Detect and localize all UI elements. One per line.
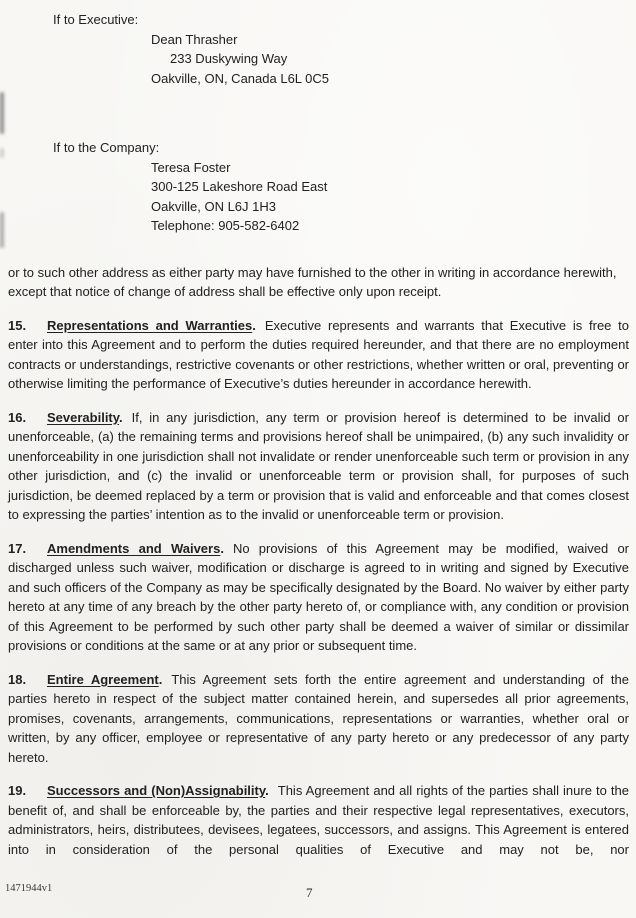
- address-line-telephone: Telephone: 905-582-6402: [151, 218, 300, 233]
- section-heading-period: .: [220, 540, 224, 556]
- section-paragraph-15: [8, 316, 629, 394]
- address-line-city: Oakville, ON L6J 1H3: [151, 198, 276, 214]
- section-body: No provisions of this Agreement may be modified, waived or discharged unless such waiver, modification or discharge is agreed to in writing and signed by Executive and such officers of the Company as may be specifically designated by the Board. No waiver by either party hereto at any time of any breach by the other party hereto of, or compliance with, any condition or provision of this Agreement to be performed by such other party shall be deemed a waiver of similar or dissimilar provisions or conditions at the same or at any prior or subsequent time.: [8, 540, 630, 653]
- address-block-company: [151, 158, 636, 236]
- section-body: If, in any jurisdiction, any term or provision hereof is determined to be invalid or unenforceable, (a) the remaining terms and provisions hereof shall be unimpaired, (b) any such invalidity or unenforceability in one jurisdiction shall not invalidate or render unenforceable such term or provision in any other jurisdiction, and (c) the invalid or unenforceable term or provision shall, for purposes of such jurisdiction, be deemed replaced by a term or provision that is valid and enforceable and that comes closest to expressing the parties’ intention as to the invalid or unenforceable term or provision.: [8, 409, 629, 522]
- section-paragraph-16: [8, 408, 629, 525]
- notice-block-company: [0, 138, 636, 236]
- section-heading-period: .: [158, 671, 163, 687]
- address-line-street: 233 Duskywing Way: [170, 51, 288, 66]
- scan-artifact: [0, 92, 4, 134]
- section-heading-period: .: [119, 409, 123, 425]
- section-heading: Amendments and Waivers: [47, 540, 221, 556]
- section-heading-period: .: [265, 783, 269, 798]
- section-heading: Successors and (Non)Assignability: [47, 783, 266, 798]
- section-heading: Severability: [47, 409, 120, 425]
- section-heading-period: .: [252, 317, 256, 333]
- section-body: This Agreement and all rights of the parties shall inure to the benefit of, and shall be enforceable by, the parties and their respective legal representatives, executors, administrators, heirs, distributees, devisees, legatees, successors, and assigns. This Agreement is entered into in consideration of the personal qualities of Executive and may not be, nor: [8, 783, 630, 857]
- section-heading: Entire Agreement: [47, 671, 159, 687]
- footer-document-id: 1471944v1: [5, 883, 53, 894]
- address-line-street: 300-125 Lakeshore Road East: [151, 179, 328, 194]
- notice-block-executive: [0, 10, 636, 88]
- address-line-name: Dean Thrasher: [151, 31, 238, 47]
- section-number: 15.: [8, 317, 27, 333]
- section-number: 17.: [8, 540, 27, 556]
- address-line-city: Oakville, ON, Canada L6L 0C5: [151, 70, 330, 86]
- section-number: 18.: [8, 671, 27, 687]
- section-paragraph-18: [8, 670, 629, 768]
- notice-label-company: If to the Company:: [53, 140, 160, 155]
- section-paragraph-19: [8, 781, 629, 859]
- scan-artifact: [0, 148, 4, 158]
- section-body: This Agreement sets forth the entire agreement and understanding of the parties hereto in respect of the subject matter contained herein, and supersedes all prior agreements, promises, covenants, arrangements, communications, representations or warranties, whether oral or written, by any officer, employee or representative of any party hereto or any predecessor of any party hereto.: [8, 671, 629, 765]
- address-block-executive: [151, 30, 636, 89]
- notice-label-executive: If to Executive:: [53, 12, 139, 27]
- footer-page-number: 7: [306, 885, 313, 900]
- section-number: 16.: [8, 409, 27, 425]
- section-body: Executive represents and warrants that Executive is free to enter into this Agreement and to perform the duties required hereunder, and that there are no employment contracts or understandings, restrictive covenants or other restrictions, whether written or oral, preventing or otherwise limiting the performance of Executive’s duties hereunder in accordance herewith.: [8, 317, 630, 391]
- section-heading: Representations and Warranties: [47, 317, 253, 333]
- address-line-name: Teresa Foster: [151, 159, 231, 175]
- continuation-paragraph: or to such other address as either party may have furnished to the other in writing in accordance herewith, except that notice of change of address shall be effective only upon receipt.: [8, 264, 617, 299]
- section-paragraph-17: [8, 539, 629, 656]
- section-number: 19.: [8, 783, 27, 798]
- scan-artifact: [0, 212, 4, 248]
